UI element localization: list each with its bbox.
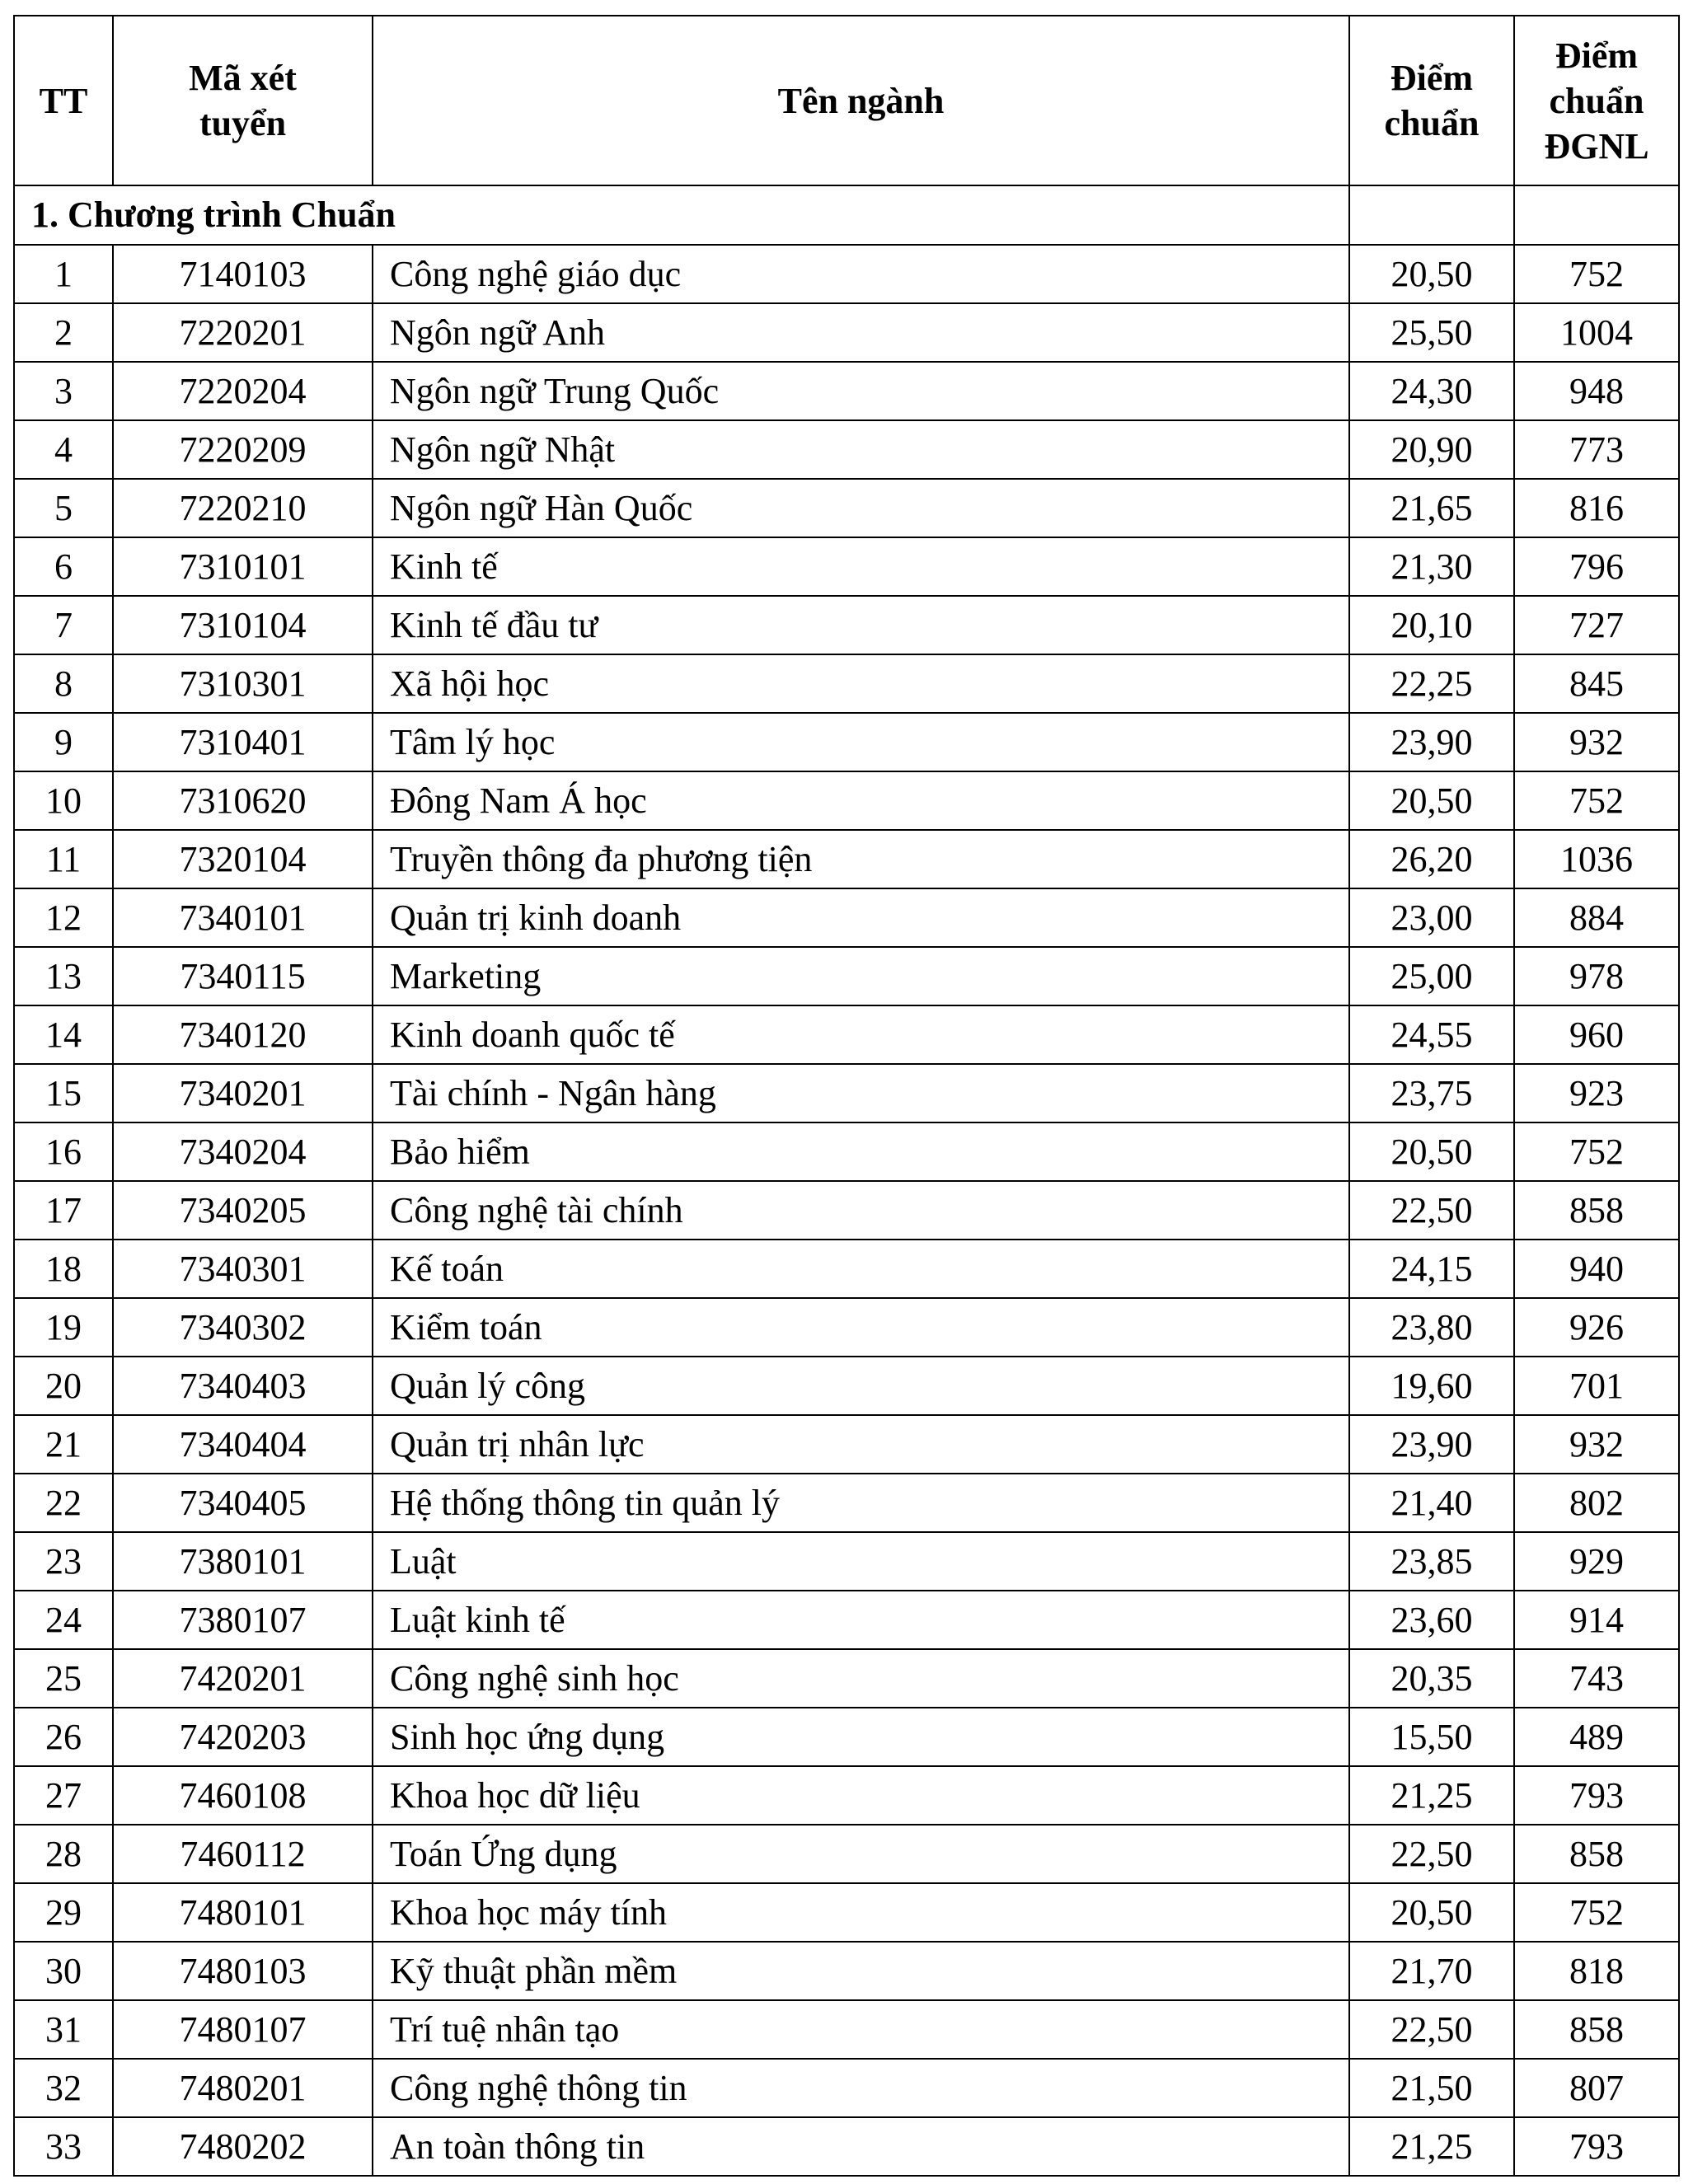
- cell-tt: 19: [14, 1298, 113, 1357]
- cell-ten-nganh: Ngôn ngữ Hàn Quốc: [373, 479, 1349, 537]
- cell-ma-xet-tuyen: 7340120: [113, 1005, 373, 1064]
- cell-diem-chuan-dgnl: 940: [1514, 1240, 1679, 1298]
- cell-tt: 7: [14, 596, 113, 654]
- table-row: [14, 1883, 1679, 1942]
- cell-tt: 8: [14, 654, 113, 713]
- cell-diem-chuan-dgnl: 489: [1514, 1708, 1679, 1766]
- cell-ten-nganh: Trí tuệ nhân tạo: [373, 2000, 1349, 2059]
- cell-tt: 22: [14, 1474, 113, 1532]
- table-row: [14, 1357, 1679, 1415]
- cell-ma-xet-tuyen: 7310104: [113, 596, 373, 654]
- table-row: [14, 1005, 1679, 1064]
- cell-diem-chuan: 23,90: [1349, 1415, 1514, 1474]
- table-row: [14, 537, 1679, 596]
- cell-diem-chuan: 23,60: [1349, 1591, 1514, 1649]
- header-diem-chuan-dgnl: Điểm chuẩn ĐGNL: [1514, 16, 1679, 185]
- cell-diem-chuan: 20,50: [1349, 771, 1514, 830]
- table-header-row: [14, 16, 1679, 185]
- cell-ma-xet-tuyen: 7340302: [113, 1298, 373, 1357]
- cell-diem-chuan: 23,90: [1349, 713, 1514, 771]
- cell-ten-nganh: Quản trị nhân lực: [373, 1415, 1349, 1474]
- cell-diem-chuan-dgnl: 1004: [1514, 303, 1679, 362]
- table-row: [14, 303, 1679, 362]
- cell-diem-chuan: 21,50: [1349, 2059, 1514, 2117]
- cell-ma-xet-tuyen: 7220204: [113, 362, 373, 420]
- cell-ma-xet-tuyen: 7340404: [113, 1415, 373, 1474]
- cell-ma-xet-tuyen: 7310301: [113, 654, 373, 713]
- table-row: [14, 1766, 1679, 1825]
- table-row: [14, 1532, 1679, 1591]
- cell-diem-chuan: 21,30: [1349, 537, 1514, 596]
- cell-tt: 1: [14, 245, 113, 303]
- cell-diem-chuan: 21,65: [1349, 479, 1514, 537]
- cell-diem-chuan: 26,20: [1349, 830, 1514, 888]
- cell-tt: 18: [14, 1240, 113, 1298]
- table-row: [14, 1415, 1679, 1474]
- cell-tt: 9: [14, 713, 113, 771]
- cell-ma-xet-tuyen: 7220210: [113, 479, 373, 537]
- cell-tt: 10: [14, 771, 113, 830]
- cell-diem-chuan: 22,50: [1349, 1181, 1514, 1240]
- cell-ma-xet-tuyen: 7480201: [113, 2059, 373, 2117]
- cell-diem-chuan: 25,00: [1349, 947, 1514, 1005]
- cell-diem-chuan: 21,40: [1349, 1474, 1514, 1532]
- cell-ma-xet-tuyen: 7340201: [113, 1064, 373, 1122]
- cell-diem-chuan-dgnl: 752: [1514, 771, 1679, 830]
- cell-ma-xet-tuyen: 7380107: [113, 1591, 373, 1649]
- table-row: [14, 2059, 1679, 2117]
- cell-ten-nganh: Luật: [373, 1532, 1349, 1591]
- cell-diem-chuan-dgnl: 752: [1514, 1122, 1679, 1181]
- cell-ten-nganh: Công nghệ giáo dục: [373, 245, 1349, 303]
- cell-diem-chuan: 23,80: [1349, 1298, 1514, 1357]
- cell-ten-nganh: Quản lý công: [373, 1357, 1349, 1415]
- cell-ten-nganh: Luật kinh tế: [373, 1591, 1349, 1649]
- cell-diem-chuan-dgnl: 743: [1514, 1649, 1679, 1708]
- cell-tt: 28: [14, 1825, 113, 1883]
- cell-diem-chuan: 21,25: [1349, 2117, 1514, 2176]
- cell-diem-chuan-dgnl: 752: [1514, 245, 1679, 303]
- table-row: [14, 1181, 1679, 1240]
- table-row: [14, 1474, 1679, 1532]
- cell-diem-chuan-dgnl: 701: [1514, 1357, 1679, 1415]
- cell-ten-nganh: Kinh tế: [373, 537, 1349, 596]
- cell-diem-chuan: 24,55: [1349, 1005, 1514, 1064]
- cell-ma-xet-tuyen: 7480103: [113, 1942, 373, 2000]
- cell-ten-nganh: Tâm lý học: [373, 713, 1349, 771]
- cell-ma-xet-tuyen: 7380101: [113, 1532, 373, 1591]
- cell-diem-chuan: 22,25: [1349, 654, 1514, 713]
- cell-diem-chuan-dgnl: 858: [1514, 1825, 1679, 1883]
- cell-diem-chuan-dgnl: 926: [1514, 1298, 1679, 1357]
- table-row: [14, 1064, 1679, 1122]
- table-row: [14, 479, 1679, 537]
- table-row: [14, 1240, 1679, 1298]
- cell-ten-nganh: Ngôn ngữ Trung Quốc: [373, 362, 1349, 420]
- cell-ten-nganh: Kinh tế đầu tư: [373, 596, 1349, 654]
- table-row: [14, 1708, 1679, 1766]
- cell-diem-chuan-dgnl: 793: [1514, 2117, 1679, 2176]
- cell-diem-chuan: 20,50: [1349, 245, 1514, 303]
- cell-ma-xet-tuyen: 7340101: [113, 888, 373, 947]
- cell-ma-xet-tuyen: 7310620: [113, 771, 373, 830]
- table-row: [14, 1298, 1679, 1357]
- cell-diem-chuan-dgnl: 1036: [1514, 830, 1679, 888]
- header-ma-xet-tuyen: Mã xét tuyển: [113, 16, 373, 185]
- table-row: [14, 2000, 1679, 2059]
- cell-tt: 2: [14, 303, 113, 362]
- cell-ma-xet-tuyen: 7480101: [113, 1883, 373, 1942]
- cell-tt: 33: [14, 2117, 113, 2176]
- cell-ten-nganh: Xã hội học: [373, 654, 1349, 713]
- cell-ten-nganh: Khoa học máy tính: [373, 1883, 1349, 1942]
- cell-tt: 23: [14, 1532, 113, 1591]
- table-row: [14, 947, 1679, 1005]
- cell-ten-nganh: Ngôn ngữ Anh: [373, 303, 1349, 362]
- cell-diem-chuan-dgnl: 773: [1514, 420, 1679, 479]
- section-title: 1. Chương trình Chuẩn: [14, 185, 1349, 245]
- admission-score-table: [13, 15, 1680, 2177]
- cell-diem-chuan: 23,00: [1349, 888, 1514, 947]
- cell-tt: 26: [14, 1708, 113, 1766]
- cell-diem-chuan-dgnl: 807: [1514, 2059, 1679, 2117]
- cell-tt: 24: [14, 1591, 113, 1649]
- cell-ten-nganh: Truyền thông đa phương tiện: [373, 830, 1349, 888]
- section-empty-cell: [1514, 185, 1679, 245]
- cell-ma-xet-tuyen: 7460112: [113, 1825, 373, 1883]
- cell-diem-chuan-dgnl: 752: [1514, 1883, 1679, 1942]
- cell-diem-chuan-dgnl: 816: [1514, 479, 1679, 537]
- cell-tt: 25: [14, 1649, 113, 1708]
- cell-tt: 27: [14, 1766, 113, 1825]
- cell-diem-chuan-dgnl: 932: [1514, 713, 1679, 771]
- table-row: [14, 713, 1679, 771]
- cell-ten-nganh: Marketing: [373, 947, 1349, 1005]
- cell-ten-nganh: Kiểm toán: [373, 1298, 1349, 1357]
- table-row: [14, 245, 1679, 303]
- cell-diem-chuan-dgnl: 914: [1514, 1591, 1679, 1649]
- cell-diem-chuan-dgnl: 932: [1514, 1415, 1679, 1474]
- cell-diem-chuan-dgnl: 793: [1514, 1766, 1679, 1825]
- cell-tt: 13: [14, 947, 113, 1005]
- cell-diem-chuan: 20,90: [1349, 420, 1514, 479]
- cell-diem-chuan: 20,50: [1349, 1122, 1514, 1181]
- cell-ten-nganh: Kinh doanh quốc tế: [373, 1005, 1349, 1064]
- cell-ma-xet-tuyen: 7220209: [113, 420, 373, 479]
- cell-diem-chuan-dgnl: 796: [1514, 537, 1679, 596]
- cell-tt: 20: [14, 1357, 113, 1415]
- cell-ma-xet-tuyen: 7310401: [113, 713, 373, 771]
- cell-diem-chuan-dgnl: 818: [1514, 1942, 1679, 2000]
- cell-tt: 32: [14, 2059, 113, 2117]
- cell-tt: 16: [14, 1122, 113, 1181]
- cell-diem-chuan: 15,50: [1349, 1708, 1514, 1766]
- cell-diem-chuan: 23,75: [1349, 1064, 1514, 1122]
- table-row: [14, 1591, 1679, 1649]
- cell-diem-chuan-dgnl: 929: [1514, 1532, 1679, 1591]
- cell-ma-xet-tuyen: 7340115: [113, 947, 373, 1005]
- cell-ten-nganh: Tài chính - Ngân hàng: [373, 1064, 1349, 1122]
- cell-tt: 15: [14, 1064, 113, 1122]
- cell-ma-xet-tuyen: 7320104: [113, 830, 373, 888]
- table-row: [14, 420, 1679, 479]
- cell-ten-nganh: Bảo hiểm: [373, 1122, 1349, 1181]
- table-row: [14, 1825, 1679, 1883]
- cell-diem-chuan: 21,70: [1349, 1942, 1514, 2000]
- cell-diem-chuan-dgnl: 948: [1514, 362, 1679, 420]
- cell-diem-chuan: 24,15: [1349, 1240, 1514, 1298]
- section-empty-cell: [1349, 185, 1514, 245]
- section-row: [14, 185, 1679, 245]
- cell-diem-chuan: 25,50: [1349, 303, 1514, 362]
- cell-ten-nganh: Hệ thống thông tin quản lý: [373, 1474, 1349, 1532]
- cell-ma-xet-tuyen: 7340204: [113, 1122, 373, 1181]
- header-diem-chuan: Điểm chuẩn: [1349, 16, 1514, 185]
- cell-diem-chuan-dgnl: 858: [1514, 1181, 1679, 1240]
- table-row: [14, 654, 1679, 713]
- cell-tt: 3: [14, 362, 113, 420]
- header-tt: TT: [14, 16, 113, 185]
- cell-diem-chuan-dgnl: 884: [1514, 888, 1679, 947]
- cell-diem-chuan: 19,60: [1349, 1357, 1514, 1415]
- table-row: [14, 830, 1679, 888]
- cell-tt: 21: [14, 1415, 113, 1474]
- cell-ma-xet-tuyen: 7420201: [113, 1649, 373, 1708]
- cell-diem-chuan-dgnl: 960: [1514, 1005, 1679, 1064]
- cell-diem-chuan: 24,30: [1349, 362, 1514, 420]
- table-row: [14, 1122, 1679, 1181]
- table-row: [14, 888, 1679, 947]
- cell-diem-chuan: 22,50: [1349, 2000, 1514, 2059]
- cell-ten-nganh: Quản trị kinh doanh: [373, 888, 1349, 947]
- table-row: [14, 771, 1679, 830]
- cell-tt: 14: [14, 1005, 113, 1064]
- cell-diem-chuan-dgnl: 845: [1514, 654, 1679, 713]
- cell-ma-xet-tuyen: 7480202: [113, 2117, 373, 2176]
- cell-diem-chuan-dgnl: 978: [1514, 947, 1679, 1005]
- cell-diem-chuan-dgnl: 727: [1514, 596, 1679, 654]
- cell-tt: 4: [14, 420, 113, 479]
- cell-diem-chuan: 20,35: [1349, 1649, 1514, 1708]
- cell-diem-chuan: 20,50: [1349, 1883, 1514, 1942]
- cell-diem-chuan: 20,10: [1349, 596, 1514, 654]
- table-row: [14, 596, 1679, 654]
- cell-diem-chuan: 22,50: [1349, 1825, 1514, 1883]
- cell-diem-chuan-dgnl: 923: [1514, 1064, 1679, 1122]
- cell-ma-xet-tuyen: 7420203: [113, 1708, 373, 1766]
- cell-ten-nganh: Toán Ứng dụng: [373, 1825, 1349, 1883]
- cell-ten-nganh: Công nghệ tài chính: [373, 1181, 1349, 1240]
- cell-ma-xet-tuyen: 7340301: [113, 1240, 373, 1298]
- cell-ten-nganh: Công nghệ sinh học: [373, 1649, 1349, 1708]
- cell-ma-xet-tuyen: 7140103: [113, 245, 373, 303]
- cell-tt: 11: [14, 830, 113, 888]
- table-row: [14, 1942, 1679, 2000]
- table-row: [14, 2117, 1679, 2176]
- cell-tt: 30: [14, 1942, 113, 2000]
- cell-ma-xet-tuyen: 7480107: [113, 2000, 373, 2059]
- table-row: [14, 362, 1679, 420]
- cell-tt: 29: [14, 1883, 113, 1942]
- cell-ma-xet-tuyen: 7340405: [113, 1474, 373, 1532]
- cell-ten-nganh: An toàn thông tin: [373, 2117, 1349, 2176]
- cell-diem-chuan: 23,85: [1349, 1532, 1514, 1591]
- cell-ten-nganh: Công nghệ thông tin: [373, 2059, 1349, 2117]
- cell-ma-xet-tuyen: 7340403: [113, 1357, 373, 1415]
- cell-ma-xet-tuyen: 7310101: [113, 537, 373, 596]
- cell-tt: 31: [14, 2000, 113, 2059]
- cell-ten-nganh: Đông Nam Á học: [373, 771, 1349, 830]
- cell-ten-nganh: Kế toán: [373, 1240, 1349, 1298]
- cell-ten-nganh: Sinh học ứng dụng: [373, 1708, 1349, 1766]
- cell-tt: 6: [14, 537, 113, 596]
- cell-ten-nganh: Khoa học dữ liệu: [373, 1766, 1349, 1825]
- header-ten-nganh: Tên ngành: [373, 16, 1349, 185]
- cell-tt: 5: [14, 479, 113, 537]
- cell-ma-xet-tuyen: 7220201: [113, 303, 373, 362]
- cell-ma-xet-tuyen: 7340205: [113, 1181, 373, 1240]
- cell-ten-nganh: Kỹ thuật phần mềm: [373, 1942, 1349, 2000]
- table-row: [14, 1649, 1679, 1708]
- cell-tt: 17: [14, 1181, 113, 1240]
- cell-diem-chuan: 21,25: [1349, 1766, 1514, 1825]
- cell-diem-chuan-dgnl: 802: [1514, 1474, 1679, 1532]
- cell-tt: 12: [14, 888, 113, 947]
- cell-ma-xet-tuyen: 7460108: [113, 1766, 373, 1825]
- cell-ten-nganh: Ngôn ngữ Nhật: [373, 420, 1349, 479]
- cell-diem-chuan-dgnl: 858: [1514, 2000, 1679, 2059]
